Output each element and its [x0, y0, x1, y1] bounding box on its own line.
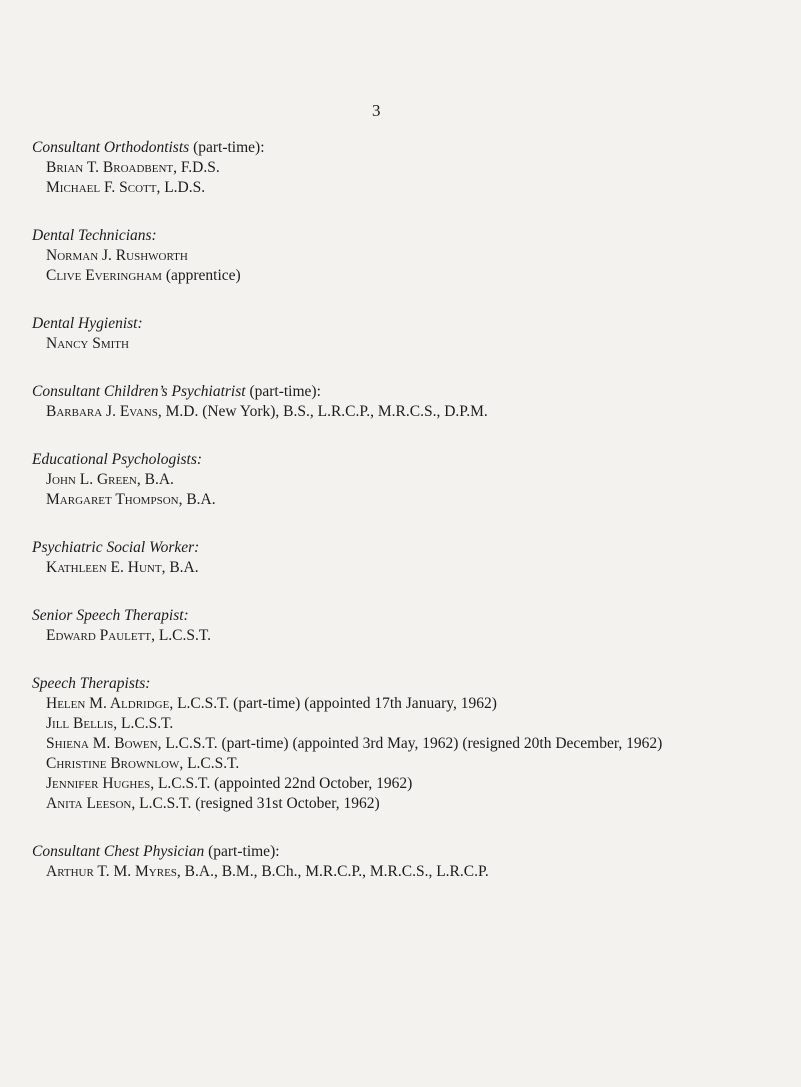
staff-name: Jill Bellis	[46, 715, 114, 732]
section-dental-technicians	[32, 226, 792, 286]
role-qualifier: (part-time):	[245, 383, 321, 400]
role-qualifier: (part-time):	[189, 139, 265, 156]
staff-name: Arthur T. M. Myres	[46, 863, 177, 880]
staff-details: (apprentice)	[161, 267, 241, 284]
staff-name: John L. Green	[46, 471, 137, 488]
staff-entry	[32, 470, 792, 490]
staff-details: , L.C.S.T.	[113, 715, 174, 732]
staff-entry	[32, 862, 792, 882]
staff-name: Helen M. Aldridge	[46, 695, 170, 712]
staff-entry	[32, 246, 792, 266]
staff-details: , B.A., B.M., B.Ch., M.R.C.P., M.R.C.S., L.R.C.P.	[176, 863, 489, 880]
role-title: Dental Technicians:	[32, 227, 157, 244]
staff-name: Brian T. Broadbent	[46, 159, 174, 176]
staff-entry	[32, 334, 792, 354]
staff-name: Jennifer Hughes	[46, 775, 151, 792]
section-heading	[32, 606, 792, 626]
staff-details: , B.A.	[136, 471, 174, 488]
staff-name: Kathleen E. Hunt	[46, 559, 162, 576]
staff-details: , L.C.S.T.	[179, 755, 240, 772]
staff-name: Clive Everingham	[46, 267, 162, 284]
staff-details: , L.C.S.T. (appointed 22nd October, 1962)	[150, 775, 413, 792]
section-heading	[32, 842, 792, 862]
section-consultant-orthodontists	[32, 138, 792, 198]
staff-entry	[32, 734, 792, 754]
section-consultant-chest-physician	[32, 842, 792, 882]
staff-entry	[32, 754, 792, 774]
staff-details: , B.A.	[161, 559, 199, 576]
section-psychiatric-social-worker	[32, 538, 792, 578]
staff-entry	[32, 774, 792, 794]
staff-name: Anita Leeson	[46, 795, 132, 812]
section-consultant-childrens-psychiatrist	[32, 382, 792, 422]
staff-list	[32, 138, 792, 910]
section-educational-psychologists	[32, 450, 792, 510]
section-heading	[32, 382, 792, 402]
staff-details: , L.C.S.T. (part-time) (appointed 3rd May, 1962) (resigned 20th December, 1962)	[157, 735, 663, 752]
staff-name: Christine Brownlow	[46, 755, 180, 772]
staff-entry	[32, 694, 792, 714]
page-number: 3	[372, 101, 381, 120]
staff-entry	[32, 490, 792, 510]
staff-details: , L.C.S.T. (part-time) (appointed 17th January, 1962)	[169, 695, 497, 712]
role-title: Dental Hygienist:	[32, 315, 143, 332]
role-title: Consultant Children’s Psychiatrist	[32, 383, 246, 400]
section-heading	[32, 450, 792, 470]
role-title: Speech Therapists:	[32, 675, 151, 692]
staff-details: , F.D.S.	[173, 159, 220, 176]
staff-entry	[32, 626, 792, 646]
role-title: Senior Speech Therapist:	[32, 607, 189, 624]
staff-details: , L.D.S.	[156, 179, 206, 196]
section-dental-hygienist	[32, 314, 792, 354]
staff-name: Shiena M. Bowen	[46, 735, 158, 752]
staff-name: Edward Paulett	[46, 627, 152, 644]
staff-entry	[32, 794, 792, 814]
staff-entry	[32, 266, 792, 286]
staff-name: Margaret Thompson	[46, 491, 179, 508]
staff-entry	[32, 558, 792, 578]
section-heading	[32, 674, 792, 694]
section-heading	[32, 538, 792, 558]
section-senior-speech-therapist	[32, 606, 792, 646]
role-title: Educational Psychologists:	[32, 451, 203, 468]
staff-name: Nancy Smith	[46, 335, 129, 352]
staff-details: , M.D. (New York), B.S., L.R.C.P., M.R.C.S., D.P.M.	[157, 403, 488, 420]
staff-entry	[32, 402, 792, 422]
role-title: Consultant Orthodontists	[32, 139, 190, 156]
staff-name: Michael F. Scott	[46, 179, 157, 196]
section-heading	[32, 226, 792, 246]
staff-name: Norman J. Rushworth	[46, 247, 188, 264]
section-heading	[32, 138, 792, 158]
section-speech-therapists	[32, 674, 792, 814]
role-title: Consultant Chest Physician	[32, 843, 205, 860]
staff-details: , B.A.	[178, 491, 216, 508]
role-title: Psychiatric Social Worker:	[32, 539, 200, 556]
staff-entry	[32, 178, 792, 198]
section-heading	[32, 314, 792, 334]
staff-name: Barbara J. Evans	[46, 403, 158, 420]
staff-entry	[32, 714, 792, 734]
staff-entry	[32, 158, 792, 178]
role-qualifier: (part-time):	[204, 843, 280, 860]
staff-details: , L.C.S.T.	[151, 627, 212, 644]
staff-details: , L.C.S.T. (resigned 31st October, 1962)	[131, 795, 380, 812]
